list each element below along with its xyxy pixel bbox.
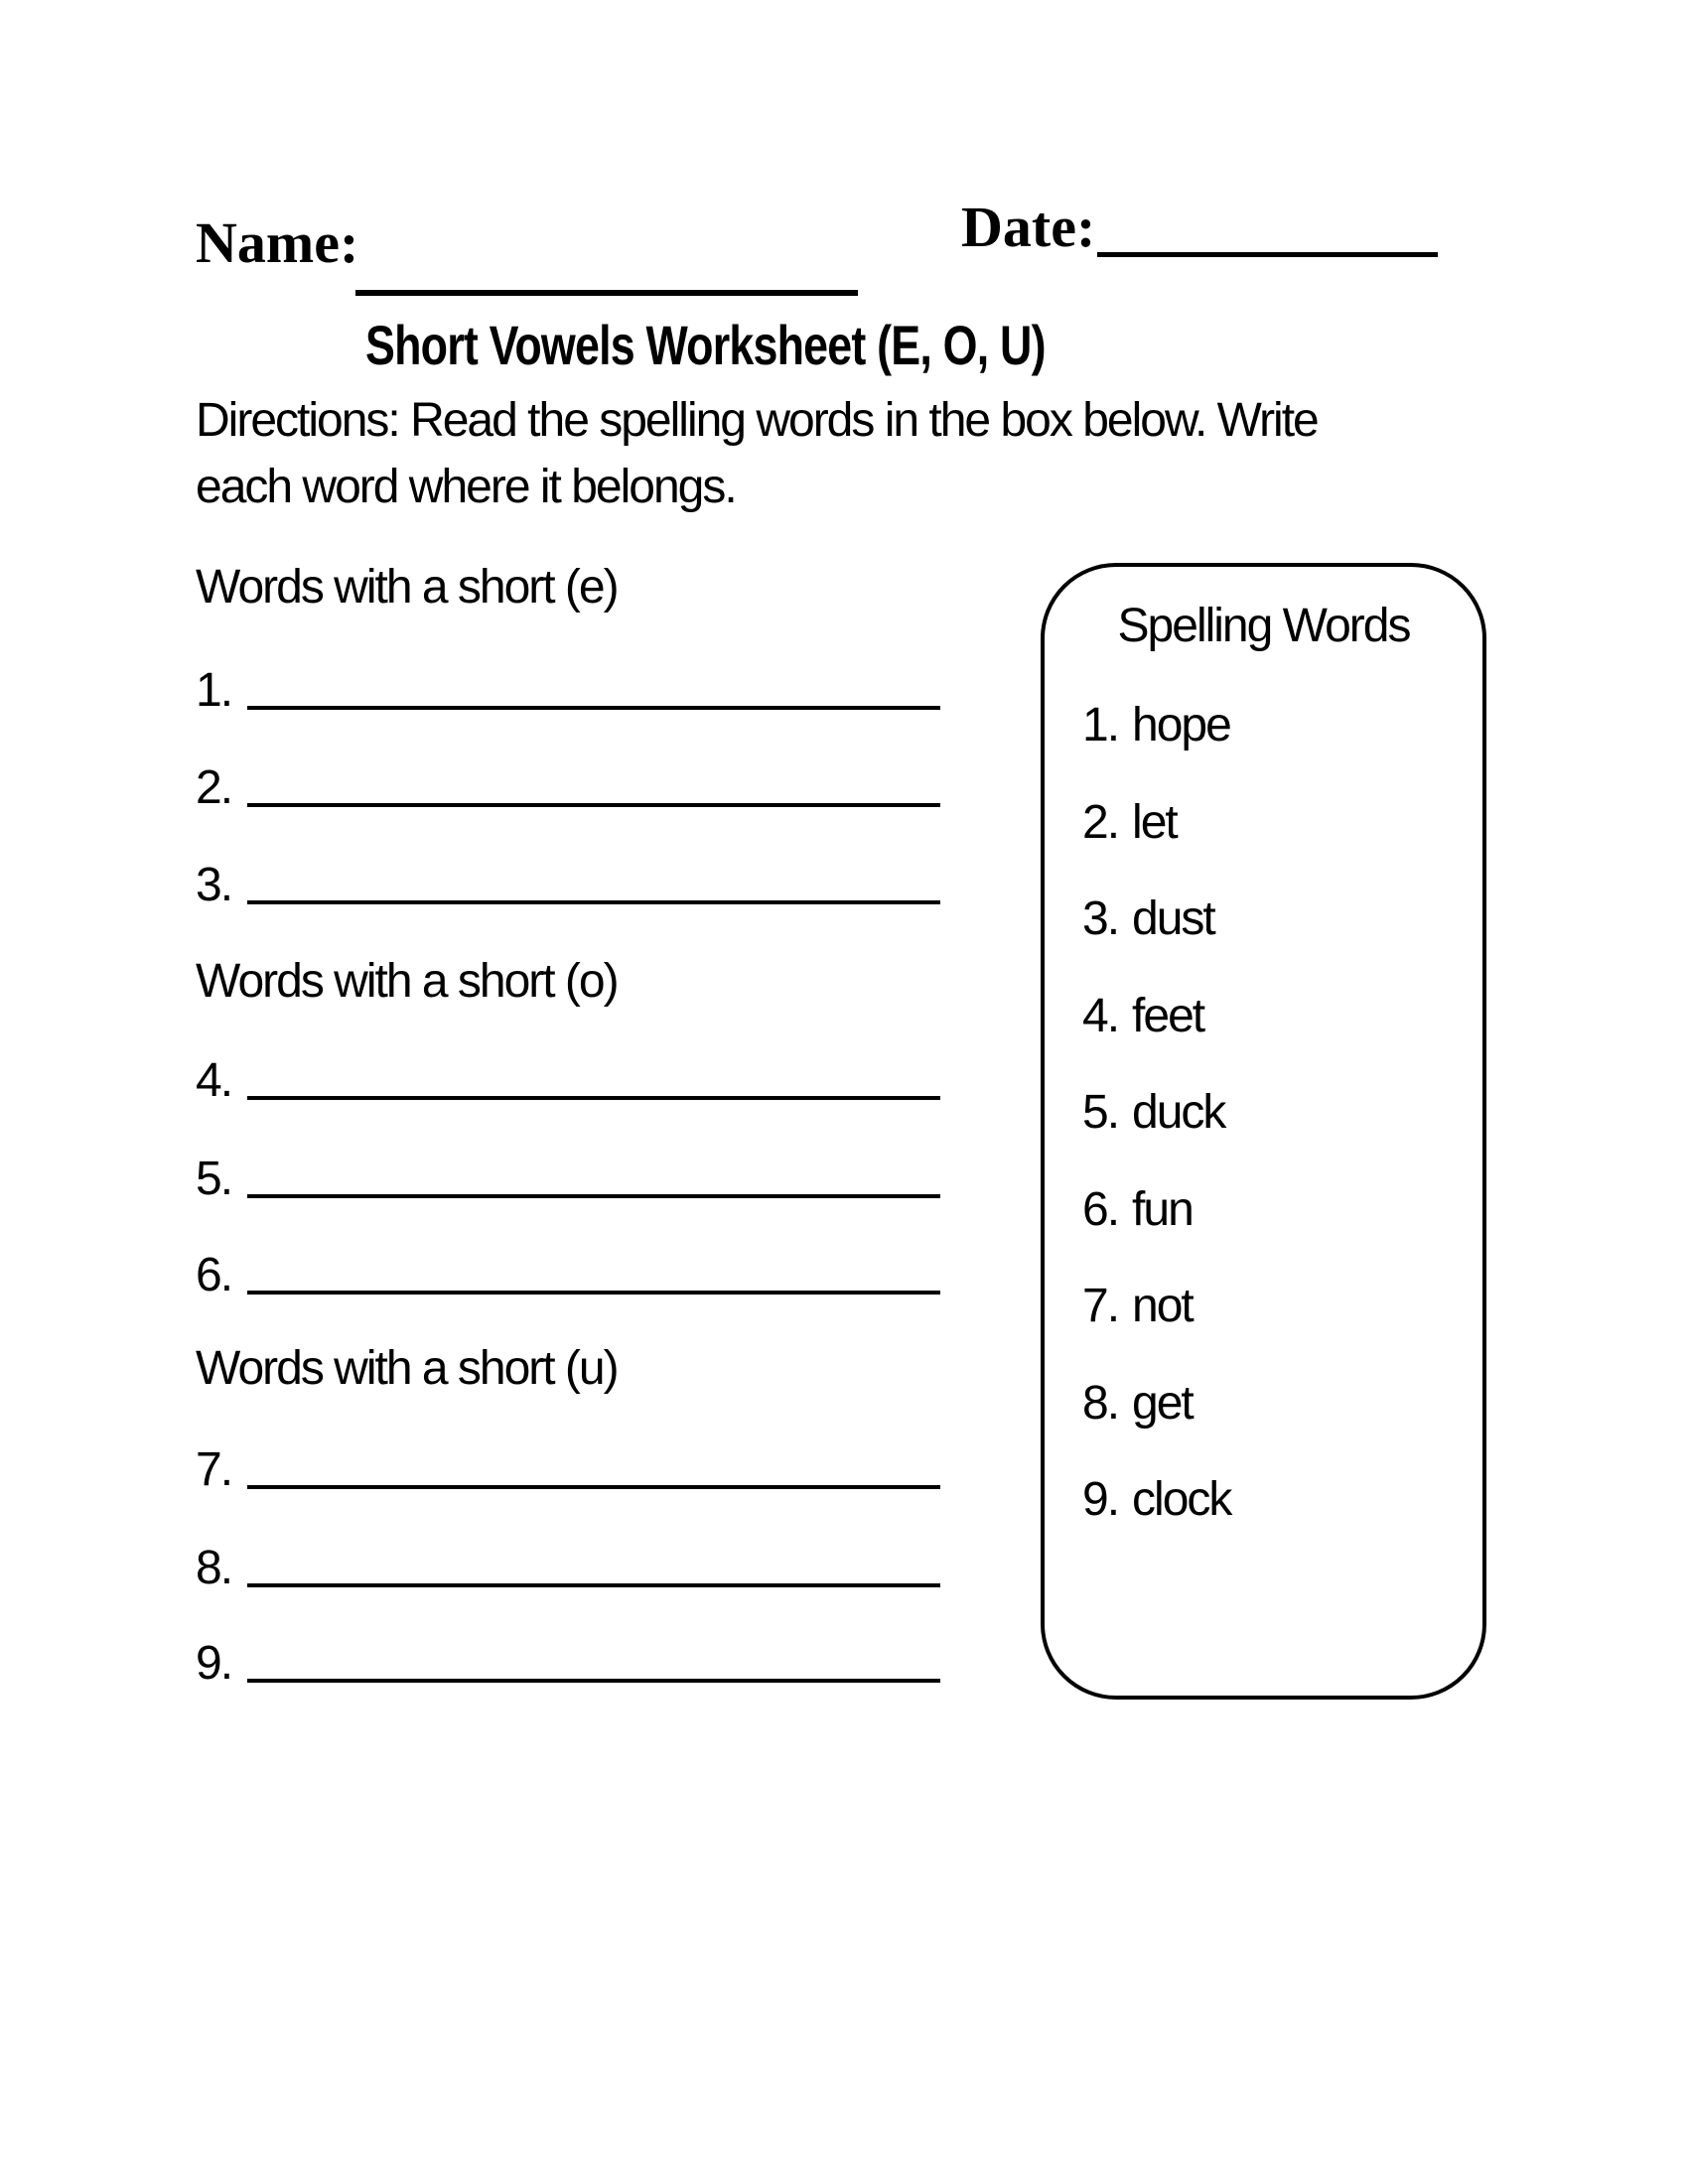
answer-blank-line [247, 1291, 940, 1295]
blank-number: 3. [196, 859, 232, 911]
name-label: Name: [196, 210, 359, 275]
answer-blank-line [247, 1096, 940, 1100]
blank-number: 1. [196, 664, 232, 717]
section-heading-short-o: Words with a short (o) [196, 955, 618, 1008]
answer-blank-line [247, 1194, 940, 1198]
blank-number: 6. [196, 1249, 232, 1301]
answer-blank-line [247, 900, 940, 904]
word-bank-entry-word: dust [1132, 892, 1214, 945]
answer-blank-line [247, 1485, 940, 1489]
word-bank-entry [1082, 990, 1204, 1042]
answer-blank-line [247, 1583, 940, 1587]
answer-blank-line [247, 803, 940, 807]
section-heading-short-e: Words with a short (e) [196, 561, 618, 614]
word-bank-entry-word: clock [1132, 1473, 1231, 1526]
blank-number: 7. [196, 1443, 232, 1496]
blank-number: 9. [196, 1637, 232, 1690]
word-bank-entry-number: 3. [1082, 892, 1119, 945]
word-bank-entry-number: 1. [1082, 699, 1119, 751]
directions-line-1: Directions: Read the spelling words in the box below. Write [196, 394, 1318, 447]
word-bank-entry-number: 9. [1082, 1473, 1119, 1526]
date-blank-line [1097, 252, 1438, 257]
word-bank-entry [1082, 1473, 1231, 1526]
word-bank-entry-word: fun [1132, 1183, 1193, 1236]
word-bank-entry-number: 2. [1082, 796, 1119, 849]
word-bank-entry-word: feet [1132, 990, 1204, 1042]
word-bank-title: Spelling Words [1117, 600, 1410, 652]
word-bank-entry [1082, 1086, 1225, 1139]
word-bank-entry-word: duck [1132, 1086, 1225, 1139]
directions-line-2: each word where it belongs. [196, 461, 736, 513]
word-bank-entry-word: not [1132, 1280, 1193, 1332]
word-bank-entry-word: get [1132, 1377, 1193, 1430]
blank-number: 5. [196, 1153, 232, 1205]
word-bank-entry-number: 4. [1082, 990, 1119, 1042]
blank-number: 8. [196, 1542, 232, 1594]
word-bank-entry [1082, 1183, 1193, 1236]
word-bank-entry-word: hope [1132, 699, 1230, 751]
date-label: Date: [961, 195, 1096, 259]
word-bank-entry [1082, 892, 1214, 945]
word-bank-entry [1082, 1377, 1193, 1430]
word-bank-entry [1082, 699, 1230, 751]
word-bank-entry-word: let [1132, 796, 1177, 849]
blank-number: 4. [196, 1054, 232, 1107]
word-bank-entry-number: 7. [1082, 1280, 1119, 1332]
word-bank-entry-number: 8. [1082, 1377, 1119, 1430]
word-bank-entry [1082, 796, 1177, 849]
word-bank-entry [1082, 1280, 1193, 1332]
worksheet-title: Short Vowels Worksheet (E, O, U) [365, 314, 1046, 376]
name-blank-line [355, 290, 858, 296]
blank-number: 2. [196, 761, 232, 814]
answer-blank-line [247, 706, 940, 710]
word-bank-entry-number: 6. [1082, 1183, 1119, 1236]
section-heading-short-u: Words with a short (u) [196, 1342, 618, 1395]
answer-blank-line [247, 1679, 940, 1683]
word-bank-entry-number: 5. [1082, 1086, 1119, 1139]
